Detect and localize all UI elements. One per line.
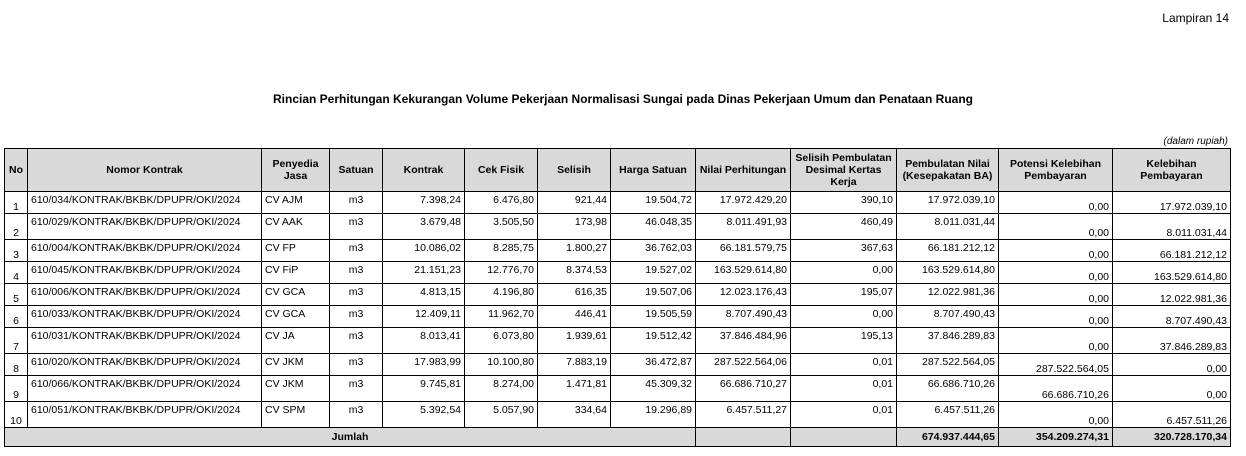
cell-kontrak: 10.086,02 [383, 240, 465, 262]
cell-satuan: m3 [330, 354, 383, 376]
cell-potensi: 287.522.564,05 [999, 354, 1113, 376]
cell-pembulatan-nilai: 17.972.039,10 [897, 192, 999, 214]
cell-penyedia: CV FiP [262, 262, 330, 284]
cell-harga-satuan: 46.048,35 [611, 214, 696, 240]
cell-harga-satuan: 19.527,02 [611, 262, 696, 284]
cell-cek-fisik: 8.285,75 [465, 240, 538, 262]
cell-harga-satuan: 36.762,03 [611, 240, 696, 262]
cell-satuan: m3 [330, 192, 383, 214]
col-header-selisih-pembulatan: Selisih Pembulatan Desimal Kertas Kerja [791, 149, 897, 192]
cell-kontrak: 21.151,23 [383, 262, 465, 284]
cell-potensi: 0,00 [999, 240, 1113, 262]
col-header-no: No [5, 149, 28, 192]
cell-penyedia: CV JA [262, 328, 330, 354]
cell-pembulatan-nilai: 163.529.614,80 [897, 262, 999, 284]
col-header-nilai-perhitungan: Nilai Perhitungan [696, 149, 791, 192]
cell-penyedia: CV AJM [262, 192, 330, 214]
cell-no: 9 [5, 376, 28, 402]
cell-pembulatan-nilai: 37.846.289,83 [897, 328, 999, 354]
cell-cek-fisik: 12.776,70 [465, 262, 538, 284]
cell-cek-fisik: 6.073,80 [465, 328, 538, 354]
table-row [5, 354, 1231, 376]
cell-kontrak: 12.409,11 [383, 306, 465, 328]
cell-no: 5 [5, 284, 28, 306]
cell-satuan: m3 [330, 262, 383, 284]
cell-selisih-pembulatan: 367,63 [791, 240, 897, 262]
cell-kelebihan: 0,00 [1113, 354, 1231, 376]
total-label: Jumlah [5, 428, 696, 447]
cell-no: 4 [5, 262, 28, 284]
cell-nomor-kontrak: 610/051/KONTRAK/BKBK/DPUPR/OKI/2024 [28, 402, 262, 428]
cell-nomor-kontrak: 610/020/KONTRAK/BKBK/DPUPR/OKI/2024 [28, 354, 262, 376]
cell-harga-satuan: 19.505,59 [611, 306, 696, 328]
cell-no: 7 [5, 328, 28, 354]
cell-selisih: 446,41 [538, 306, 611, 328]
col-header-cek-fisik: Cek Fisik [465, 149, 538, 192]
cell-pembulatan-nilai: 8.707.490,43 [897, 306, 999, 328]
cell-selisih-pembulatan: 0,00 [791, 262, 897, 284]
cell-nilai-perhitungan: 287.522.564,06 [696, 354, 791, 376]
cell-selisih-pembulatan: 460,49 [791, 214, 897, 240]
cell-harga-satuan: 19.296,89 [611, 402, 696, 428]
cell-kelebihan: 37.846.289,83 [1113, 328, 1231, 354]
cell-penyedia: CV JKM [262, 376, 330, 402]
cell-kontrak: 3.679,48 [383, 214, 465, 240]
cell-pembulatan-nilai: 66.686.710,26 [897, 376, 999, 402]
table-row [5, 306, 1231, 328]
unit-note: (dalam rupiah) [1163, 136, 1228, 147]
cell-selisih-pembulatan: 0,01 [791, 354, 897, 376]
cell-kontrak: 8.013,41 [383, 328, 465, 354]
cell-pembulatan-nilai: 8.011.031,44 [897, 214, 999, 240]
cell-nilai-perhitungan: 8.707.490,43 [696, 306, 791, 328]
cell-nilai-perhitungan: 17.972.429,20 [696, 192, 791, 214]
col-header-selisih: Selisih [538, 149, 611, 192]
document-title: Rincian Perhitungan Kekurangan Volume Pekerjaan Normalisasi Sungai pada Dinas Pekerjaan Umum dan Penataan Ruang [273, 92, 973, 106]
cell-kelebihan: 66.181.212,12 [1113, 240, 1231, 262]
total-row [5, 428, 1231, 447]
cell-nilai-perhitungan: 8.011.491,93 [696, 214, 791, 240]
col-header-pembulatan-nilai: Pembulatan Nilai (Kesepakatan BA) [897, 149, 999, 192]
table-row [5, 262, 1231, 284]
cell-selisih: 1.939,61 [538, 328, 611, 354]
cell-potensi: 66.686.710,26 [999, 376, 1113, 402]
table-row [5, 328, 1231, 354]
cell-kontrak: 5.392,54 [383, 402, 465, 428]
cell-penyedia: CV AAK [262, 214, 330, 240]
cell-penyedia: CV SPM [262, 402, 330, 428]
cell-kelebihan: 12.022.981,36 [1113, 284, 1231, 306]
col-header-potensi-kelebihan: Potensi Kelebihan Pembayaran [999, 149, 1113, 192]
table-row [5, 214, 1231, 240]
col-header-satuan: Satuan [330, 149, 383, 192]
rincian-table [4, 148, 1231, 447]
cell-penyedia: CV GCA [262, 306, 330, 328]
cell-nomor-kontrak: 610/034/KONTRAK/BKBK/DPUPR/OKI/2024 [28, 192, 262, 214]
cell-no: 10 [5, 402, 28, 428]
cell-harga-satuan: 36.472,87 [611, 354, 696, 376]
cell-nilai-perhitungan: 66.181.579,75 [696, 240, 791, 262]
total-empty-cell [791, 428, 897, 447]
cell-kelebihan: 8.707.490,43 [1113, 306, 1231, 328]
cell-kelebihan: 8.011.031,44 [1113, 214, 1231, 240]
table-row [5, 240, 1231, 262]
cell-kontrak: 7.398,24 [383, 192, 465, 214]
cell-harga-satuan: 19.504,72 [611, 192, 696, 214]
cell-potensi: 0,00 [999, 192, 1113, 214]
cell-satuan: m3 [330, 284, 383, 306]
table-header-row [5, 149, 1231, 192]
cell-cek-fisik: 6.476,80 [465, 192, 538, 214]
cell-kelebihan: 0,00 [1113, 376, 1231, 402]
cell-nomor-kontrak: 610/033/KONTRAK/BKBK/DPUPR/OKI/2024 [28, 306, 262, 328]
cell-kelebihan: 163.529.614,80 [1113, 262, 1231, 284]
cell-potensi: 0,00 [999, 214, 1113, 240]
cell-nomor-kontrak: 610/031/KONTRAK/BKBK/DPUPR/OKI/2024 [28, 328, 262, 354]
total-potensi: 354.209.274,31 [999, 428, 1113, 447]
cell-satuan: m3 [330, 376, 383, 402]
cell-selisih: 616,35 [538, 284, 611, 306]
cell-selisih-pembulatan: 195,13 [791, 328, 897, 354]
table-row [5, 192, 1231, 214]
cell-cek-fisik: 3.505,50 [465, 214, 538, 240]
cell-selisih: 8.374,53 [538, 262, 611, 284]
cell-kontrak: 17.983,99 [383, 354, 465, 376]
cell-potensi: 0,00 [999, 262, 1113, 284]
cell-pembulatan-nilai: 287.522.564,05 [897, 354, 999, 376]
cell-selisih: 173,98 [538, 214, 611, 240]
table-row [5, 402, 1231, 428]
cell-satuan: m3 [330, 402, 383, 428]
cell-selisih: 1.800,27 [538, 240, 611, 262]
cell-satuan: m3 [330, 306, 383, 328]
cell-cek-fisik: 10.100,80 [465, 354, 538, 376]
col-header-nomor-kontrak: Nomor Kontrak [28, 149, 262, 192]
cell-cek-fisik: 4.196,80 [465, 284, 538, 306]
col-header-penyedia-jasa: Penyedia Jasa [262, 149, 330, 192]
cell-selisih-pembulatan: 195,07 [791, 284, 897, 306]
cell-cek-fisik: 8.274,00 [465, 376, 538, 402]
cell-potensi: 0,00 [999, 402, 1113, 428]
cell-no: 6 [5, 306, 28, 328]
cell-potensi: 0,00 [999, 328, 1113, 354]
cell-pembulatan-nilai: 66.181.212,12 [897, 240, 999, 262]
cell-kontrak: 4.813,15 [383, 284, 465, 306]
lampiran-label: Lampiran 14 [1162, 11, 1229, 25]
col-header-kelebihan-pembayaran: Kelebihan Pembayaran [1113, 149, 1231, 192]
cell-selisih-pembulatan: 0,00 [791, 306, 897, 328]
cell-no: 1 [5, 192, 28, 214]
cell-no: 3 [5, 240, 28, 262]
cell-nomor-kontrak: 610/004/KONTRAK/BKBK/DPUPR/OKI/2024 [28, 240, 262, 262]
cell-cek-fisik: 5.057,90 [465, 402, 538, 428]
cell-kontrak: 9.745,81 [383, 376, 465, 402]
cell-selisih-pembulatan: 0,01 [791, 402, 897, 428]
cell-pembulatan-nilai: 12.022.981,36 [897, 284, 999, 306]
cell-penyedia: CV GCA [262, 284, 330, 306]
total-empty-cell [696, 428, 791, 447]
cell-no: 2 [5, 214, 28, 240]
cell-potensi: 0,00 [999, 284, 1113, 306]
cell-nilai-perhitungan: 12.023.176,43 [696, 284, 791, 306]
cell-nilai-perhitungan: 37.846.484,96 [696, 328, 791, 354]
cell-no: 8 [5, 354, 28, 376]
cell-satuan: m3 [330, 328, 383, 354]
cell-penyedia: CV FP [262, 240, 330, 262]
cell-cek-fisik: 11.962,70 [465, 306, 538, 328]
total-kelebihan: 320.728.170,34 [1113, 428, 1231, 447]
cell-selisih-pembulatan: 0,01 [791, 376, 897, 402]
cell-nilai-perhitungan: 163.529.614,80 [696, 262, 791, 284]
cell-selisih: 1.471,81 [538, 376, 611, 402]
cell-harga-satuan: 19.512,42 [611, 328, 696, 354]
cell-harga-satuan: 19.507,06 [611, 284, 696, 306]
cell-nomor-kontrak: 610/045/KONTRAK/BKBK/DPUPR/OKI/2024 [28, 262, 262, 284]
cell-satuan: m3 [330, 214, 383, 240]
cell-nomor-kontrak: 610/006/KONTRAK/BKBK/DPUPR/OKI/2024 [28, 284, 262, 306]
cell-kelebihan: 17.972.039,10 [1113, 192, 1231, 214]
total-pembulatan-nilai: 674.937.444,65 [897, 428, 999, 447]
col-header-harga-satuan: Harga Satuan [611, 149, 696, 192]
cell-selisih: 334,64 [538, 402, 611, 428]
cell-nomor-kontrak: 610/029/KONTRAK/BKBK/DPUPR/OKI/2024 [28, 214, 262, 240]
cell-selisih-pembulatan: 390,10 [791, 192, 897, 214]
cell-penyedia: CV JKM [262, 354, 330, 376]
table-row [5, 284, 1231, 306]
cell-nomor-kontrak: 610/066/KONTRAK/BKBK/DPUPR/OKI/2024 [28, 376, 262, 402]
cell-selisih: 7.883,19 [538, 354, 611, 376]
cell-selisih: 921,44 [538, 192, 611, 214]
table-row [5, 376, 1231, 402]
cell-nilai-perhitungan: 6.457.511,27 [696, 402, 791, 428]
cell-satuan: m3 [330, 240, 383, 262]
col-header-kontrak: Kontrak [383, 149, 465, 192]
cell-kelebihan: 6.457.511,26 [1113, 402, 1231, 428]
cell-potensi: 0,00 [999, 306, 1113, 328]
cell-pembulatan-nilai: 6.457.511,26 [897, 402, 999, 428]
cell-nilai-perhitungan: 66.686.710,27 [696, 376, 791, 402]
cell-harga-satuan: 45.309,32 [611, 376, 696, 402]
